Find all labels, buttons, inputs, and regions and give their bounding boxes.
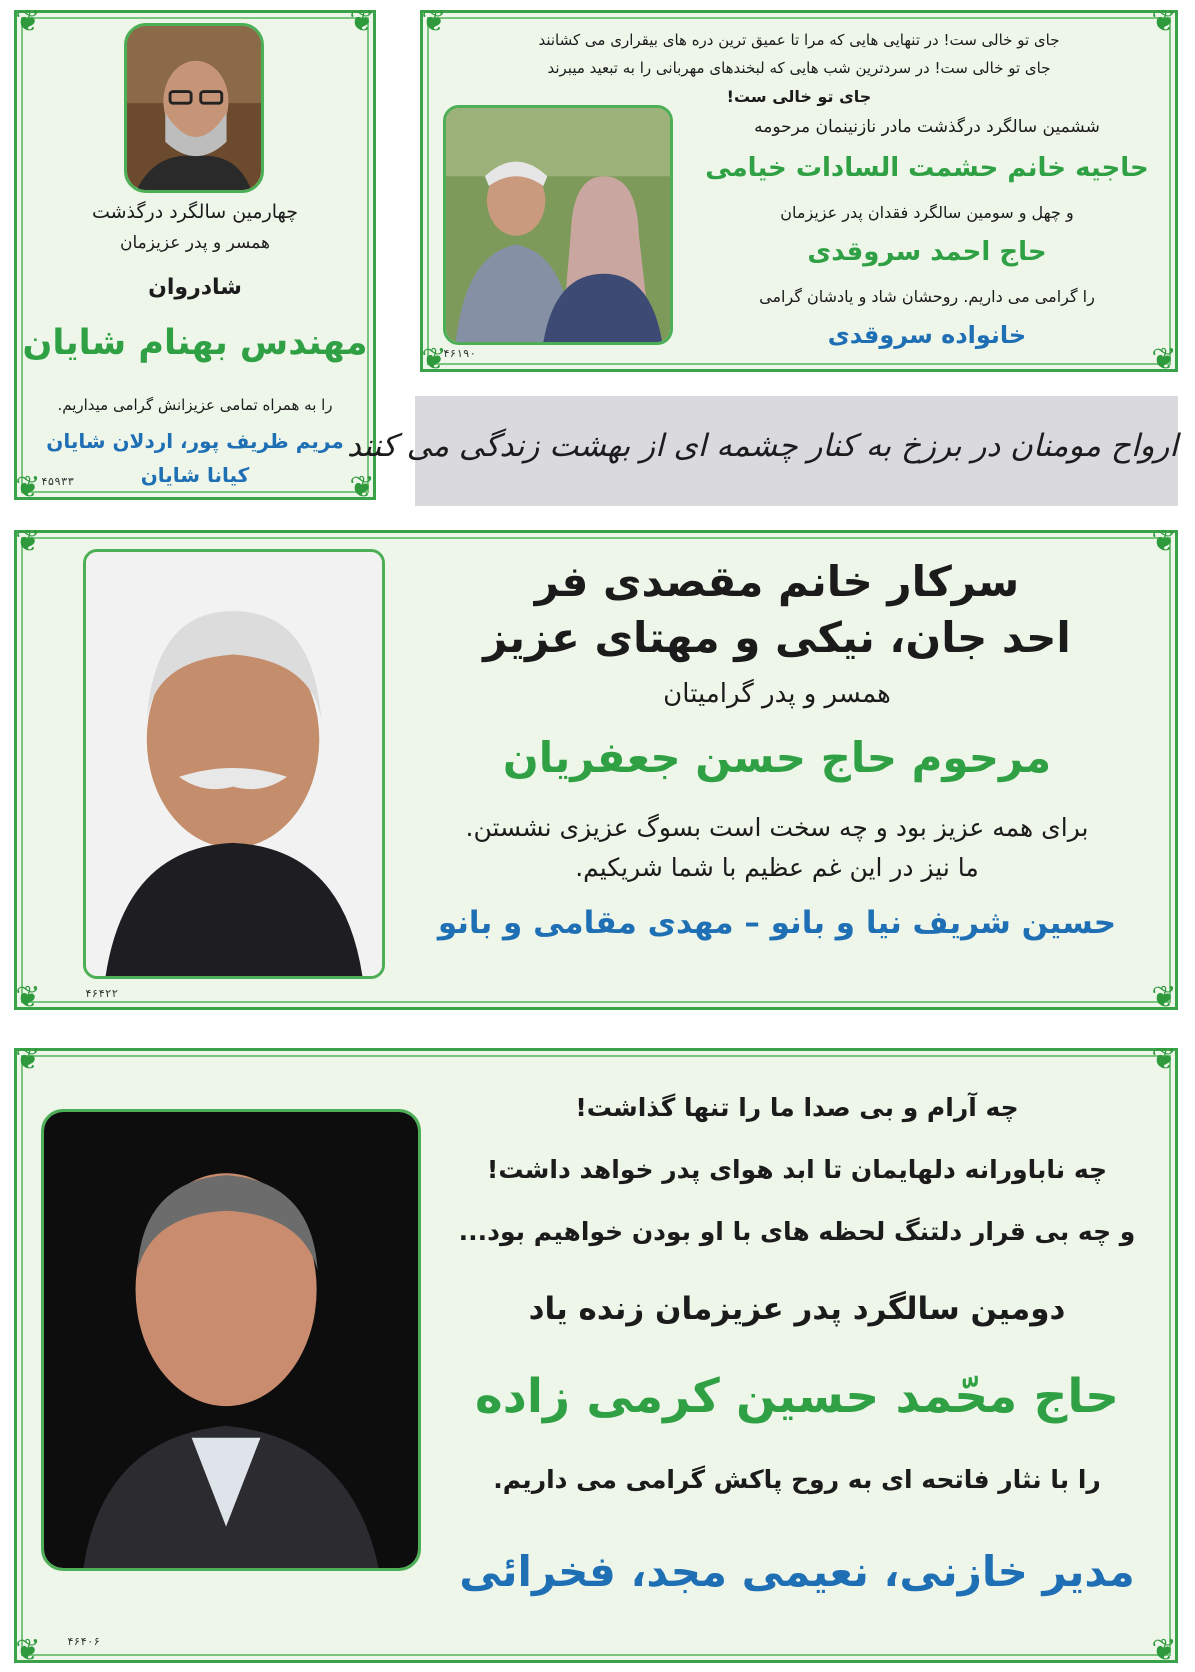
notice-jafarian: [14, 524, 1178, 1015]
corner-ornament-icon: ❦: [15, 980, 41, 1015]
relation-line: همسر و پدر گرامیتان: [663, 679, 891, 709]
addressee-line: سرکار خانم مقصدی فر: [534, 557, 1020, 606]
poem-line: چه ناباورانه دلهایمان تا ابد هوای پدر خواهد داشت!: [486, 1155, 1108, 1184]
notice-sarvghadi: [420, 4, 1178, 377]
poem-line: جای تو خالی ست!: [726, 87, 872, 106]
addressee-line: احد جان، نیکی و مهتای عزیز: [483, 613, 1071, 662]
poem-line: چه آرام و بی صدا ما را تنها گذاشت!: [575, 1093, 1019, 1122]
tribute-line: را به همراه تمامی عزیزانش گرامی میداریم.: [57, 396, 333, 414]
relation-line: همسر و پدر عزیزمان: [119, 233, 271, 253]
family-names: مدیر خازنی، نعیمی مجد، فخرائی: [459, 1547, 1135, 1596]
title-line: شادروان: [148, 275, 242, 300]
poem-line: جای تو خالی ست! در سردترین شب هایی که لبخندهای مهربانی را به تبعید میبرند: [547, 59, 1051, 77]
corner-ornament-icon: ❦: [15, 1633, 41, 1668]
tribute-line: را گرامی می داریم. روحشان شاد و یادشان گرامی: [759, 287, 1095, 306]
anniversary-line: چهارمین سالگرد درگذشت: [91, 201, 299, 223]
condolence-line: ما نیز در این غم عظیم با شما شریکیم.: [575, 853, 979, 882]
ad-code: ۴۶۴۰۶: [67, 1635, 101, 1648]
corner-ornament-icon: ❦: [15, 470, 41, 505]
poem-line: جای تو خالی ست! در تنهایی هایی که مرا تا عمیق ترین دره های بیقراری می کشانند: [538, 31, 1060, 49]
deceased-name: مرحوم حاج حسن جعفریان: [502, 733, 1052, 782]
anniversary-line: دومین سالگرد پدر عزیزمان زنده یاد: [528, 1291, 1066, 1327]
deceased-name: حاج محّمد حسین کرمی زاده: [475, 1369, 1119, 1424]
corner-ornament-icon: ❦: [15, 524, 41, 559]
quote-banner: [347, 396, 1178, 506]
portrait-photo: [124, 23, 264, 193]
portrait-photo: [83, 549, 385, 979]
poem-line: و چه بی قرار دلتنگ لحظه های با او بودن خواهیم بود...: [458, 1217, 1136, 1246]
family-names: حسین شریف نیا و بانو – مهدی مقامی و بانو: [437, 905, 1117, 941]
corner-ornament-icon: ❦: [15, 1042, 41, 1077]
corner-ornament-icon: ❦: [1151, 1042, 1177, 1077]
corner-ornament-icon: ❦: [421, 342, 447, 377]
corner-ornament-icon: ❦: [1151, 342, 1177, 377]
family-names: خانواده سروقدی: [827, 321, 1027, 349]
deceased-name: مهندس بهنام شایان: [22, 323, 368, 363]
deceased-name-father: حاج احمد سروقدی: [807, 237, 1047, 267]
quote-text: ارواح مومنان در برزخ به کنار چشمه ای از بهشت زندگی می کنند: [347, 428, 1178, 464]
corner-ornament-icon: ❦: [421, 4, 447, 39]
corner-ornament-icon: ❦: [349, 4, 375, 39]
tribute-line: را با نثار فاتحه ای به روح پاکش گرامی می داریم.: [493, 1465, 1101, 1494]
corner-ornament-icon: ❦: [1151, 1633, 1177, 1668]
corner-ornament-icon: ❦: [349, 470, 375, 505]
condolence-line: برای همه عزیز بود و چه سخت است بسوگ عزیزی نشستن.: [465, 813, 1089, 842]
corner-ornament-icon: ❦: [15, 4, 41, 39]
anniversary-line: ششمین سالگرد درگذشت مادر نازنینمان مرحومه: [754, 117, 1100, 137]
family-names: مریم ظریف پور، اردلان شایان: [46, 429, 344, 453]
corner-ornament-icon: ❦: [1151, 980, 1177, 1015]
notice-shayan: [14, 4, 376, 505]
corner-ornament-icon: ❦: [1151, 4, 1177, 39]
ad-code: ۴۶۴۲۲: [85, 987, 119, 1000]
anniversary-line: و چهل و سومین سالگرد فقدان پدر عزیزمان: [780, 203, 1074, 222]
corner-ornament-icon: ❦: [1151, 524, 1177, 559]
deceased-name-mother: حاجیه خانم حشمت السادات خیامی: [705, 153, 1149, 183]
ad-code: ۴۵۹۳۳: [41, 475, 75, 488]
notice-karamizadeh: [14, 1042, 1178, 1668]
ad-code: ۴۶۱۹۰: [443, 347, 477, 360]
couple-photo: [443, 105, 673, 345]
family-names: کیانا شایان: [140, 463, 250, 487]
portrait-photo: [41, 1109, 421, 1571]
